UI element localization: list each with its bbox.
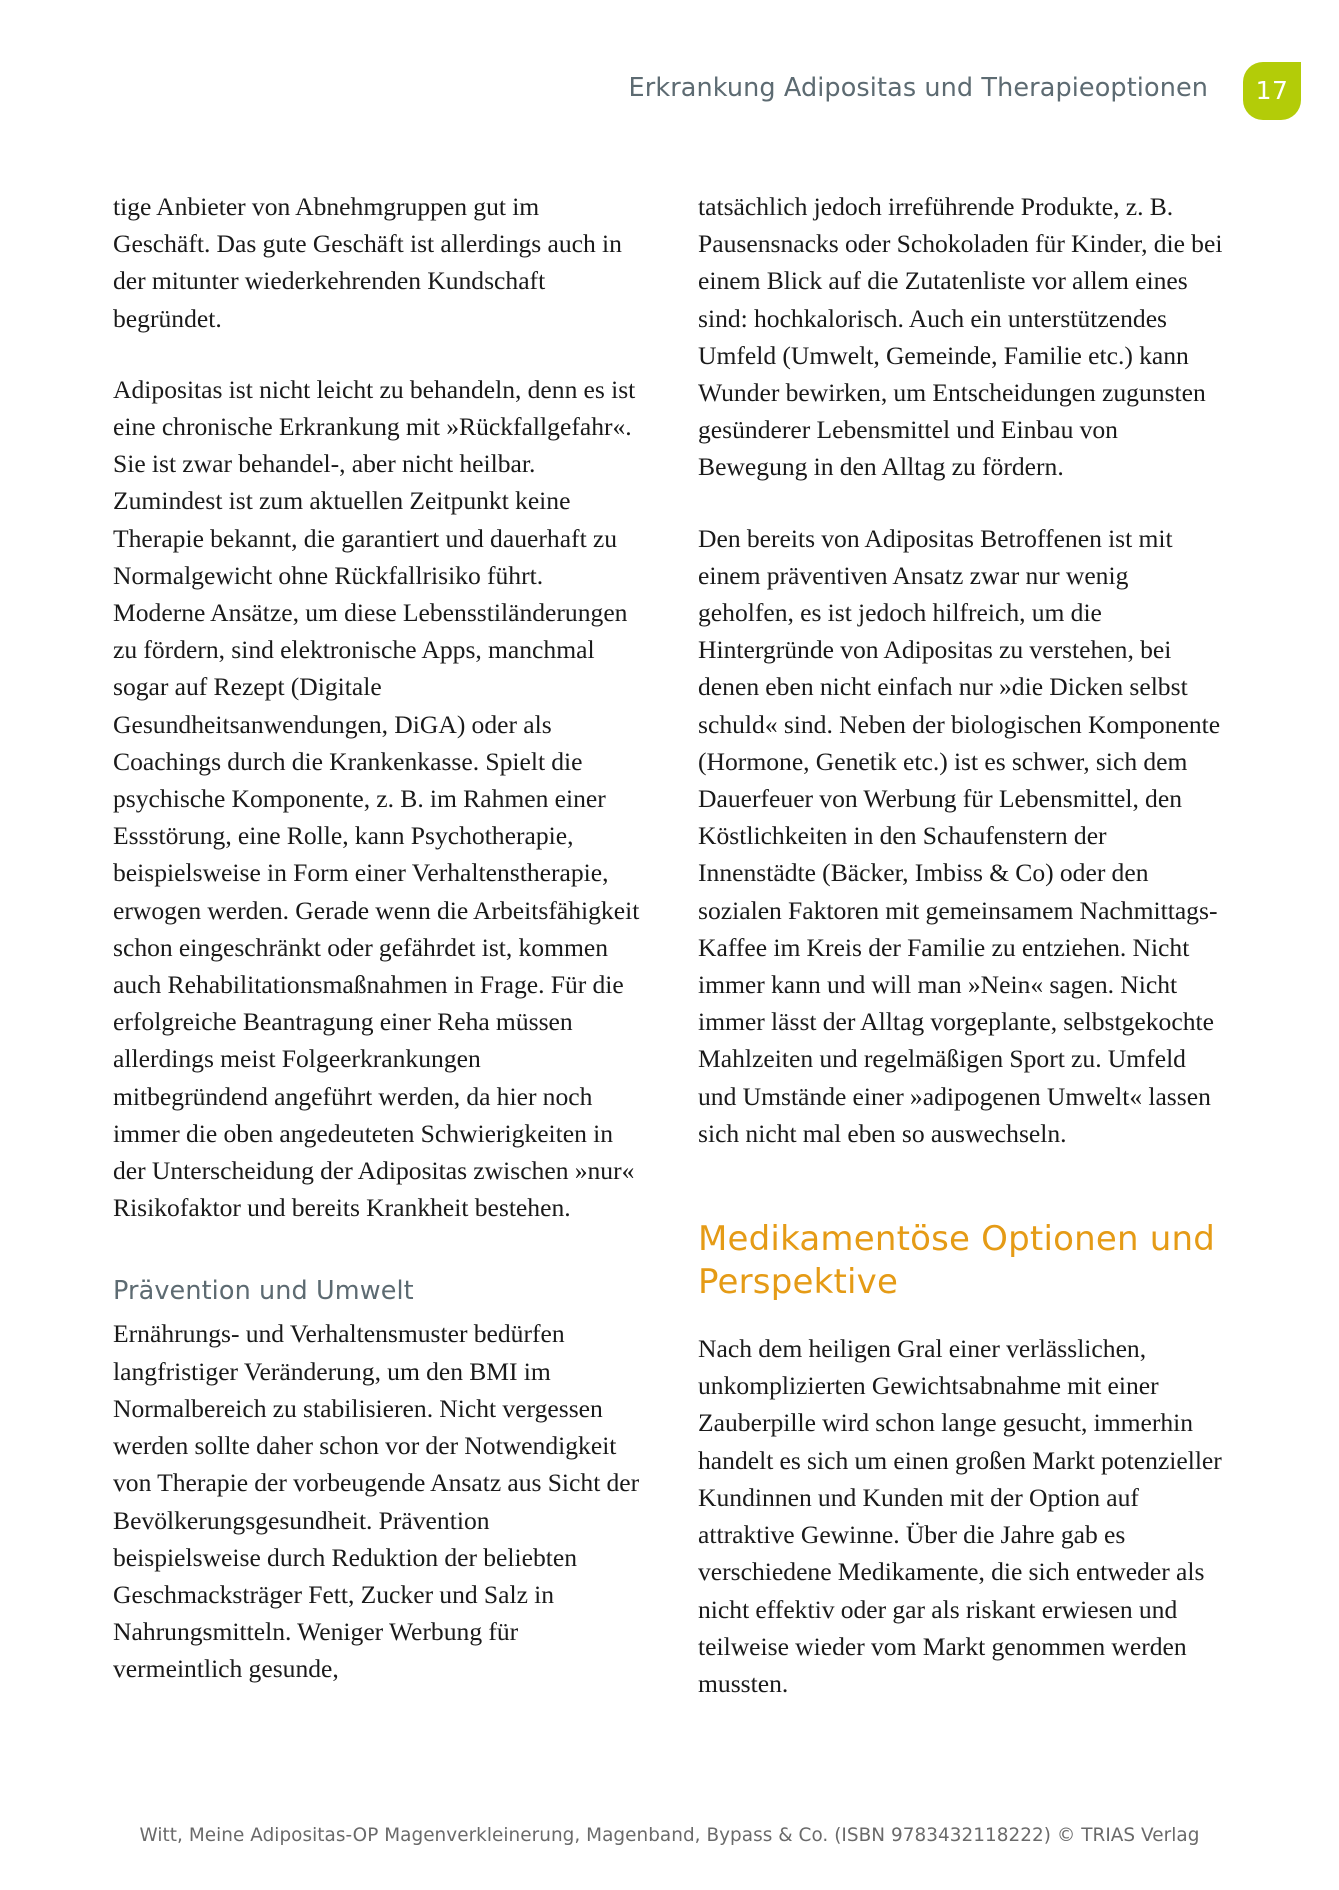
paragraph: Nach dem heiligen Gral einer verlässlichen, unkomplizierten Gewichtsabnahme mit einer Zauberpille wird schon lange gesucht, immerhin handelt es sich um einen großen Markt potenzieller Kundinnen und Kunden mit der Option auf attraktive Gewinne. Über die Jahre gab es verschiedene Medikamente, die sich entweder als nicht effektiv oder gar als riskant erwiesen und teilweise wieder vom Markt genommen werden mussten. [698,1334,1222,1698]
page-content [113,188,1226,1702]
running-head [0,62,1339,132]
footer-credit-line: Witt, Meine Adipositas-OP Magenverkleinerung, Magenband, Bypass & Co. (ISBN 9783432118222) © TRIAS Verlag [139,1825,1200,1846]
right-text-column [698,188,1226,1702]
running-head-title: Erkrankung Adipositas und Therapieoptionen [628,73,1208,103]
page-footer [0,1824,1339,1848]
page-number-badge [1243,62,1301,120]
section-heading-medikamentoese-optionen: Medikamentöse Optionen und Perspektive [698,1219,1215,1303]
left-text-column [113,188,640,1702]
page-number: 17 [1255,76,1289,105]
paragraph: tatsächlich jedoch irreführende Produkte, z. B. Pausensnacks oder Schokoladen für Kinder, die bei einem Blick auf die Zutatenliste vor allem eines sind: hochkalorisch. Auch ein unterstützendes Umfeld (Umwelt, Gemeinde, Familie etc.) kann Wunder bewirken, um Entscheidungen zugunsten gesünderer Lebensmittel und Einbau von Bewegung in den Alltag zu fördern. [698,192,1223,482]
paragraph: Ernährungs- und Verhaltensmuster bedürfen langfristiger Veränderung, um den BMI im Normalbereich zu stabilisieren. Nicht vergessen werden sollte daher schon vor der Notwendigkeit von Therapie der vorbeugende Ansatz aus Sicht der Bevölkerungsgesundheit. Prävention beispielsweise durch Reduktion der beliebten Geschmacksträger Fett, Zucker und Salz in Nahrungsmitteln. Weniger Werbung für vermeintlich gesunde, [113,1319,640,1684]
paragraph: Den bereits von Adipositas Betroffenen ist mit einem präventiven Ansatz zwar nur wenig geholfen, es ist jedoch hilfreich, um die Hintergründe von Adipositas zu verstehen, bei denen eben nicht einfach nur »die Dicken selbst schuld« sind. Neben der biologischen Komponente (Hormone, Genetik etc.) ist es schwer, sich dem Dauerfeuer von Werbung für Lebensmittel, den Köstlichkeiten in den Schaufenstern der Innenstädte (Bäcker, Imbiss & Co) oder den sozialen Faktoren mit gemeinsamem Nachmittags-Kaffee im Kreis der Familie zu entziehen. Nicht immer kann und will man »Nein« sagen. Nicht immer lässt der Alltag vorgeplante, selbstgekochte Mahlzeiten und regelmäßigen Sport zu. Umfeld und Umstände einer »adipogenen Umwelt« lassen sich nicht mal eben so auswechseln. [698,523,1221,1148]
subheading-praevention-und-umwelt: Prävention und Umwelt [113,1276,414,1307]
paragraph: Adipositas ist nicht leicht zu behandeln, denn es ist eine chronische Erkrankung mit »Rückfallgefahr«. Sie ist zwar behandel-, aber nicht heilbar. Zumindest ist zum aktuellen Zeitpunkt keine Therapie bekannt, die garantiert und dauerhaft zu Normalgewicht ohne Rückfallrisiko führt. Moderne Ansätze, um diese Lebensstiländerungen zu fördern, sind elektronische Apps, manchmal sogar auf Rezept (Digitale Gesundheitsanwendungen, DiGA) oder als Coachings durch die Krankenkasse. Spielt die psychische Komponente, z. B. im Rahmen einer Essstörung, eine Rolle, kann Psychotherapie, beispielsweise in Form einer Verhaltenstherapie, erwogen werden. Gerade wenn die Arbeitsfähigkeit schon eingeschränkt oder gefährdet ist, kommen auch Rehabilitationsmaßnahmen in Frage. Für die erfolgreiche Beantragung einer Reha müssen allerdings meist Folgeerkrankungen mitbegründend angeführt werden, da hier noch immer die oben angedeuteten Schwierigkeiten in der Unterscheidung der Adipositas zwischen »nur« Risikofaktor und bereits Krankheit bestehen. [113,374,640,1223]
paragraph: tige Anbieter von Abnehmgruppen gut im Geschäft. Das gute Geschäft ist allerdings auch in der mitunter wiederkehrenden Kundschaft begründet. [113,192,622,333]
